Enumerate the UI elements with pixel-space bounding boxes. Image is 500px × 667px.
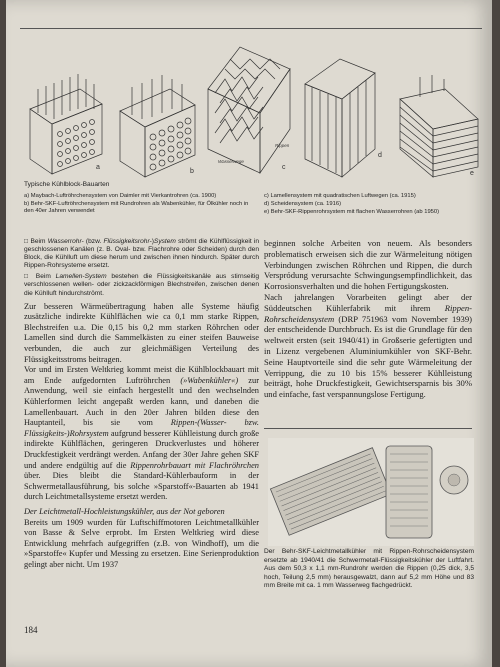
book-page: [6, 0, 492, 667]
drawing-c: [208, 47, 290, 173]
caption-item-b: b) Behr-SKF-Luftröhrchensystem mit Rundrohren als Wabenkühler, für Ölkühler noch in den 40er Jahren verwendet: [24, 200, 249, 214]
drawing-b: [120, 75, 195, 177]
paragraph-problems: beginnen solche Arbeiten von neuem. Als besonders problematisch erweisen sich die zur Wärmeleitung nötigen Verbindungen zwischen Röhrchen und Rippen, die durch Verspródung verursachte Schwingungsempfindlichkeit, das Korrosionsverhalten und die hohen Fertigungskosten.: [264, 238, 472, 292]
label-a: a: [96, 164, 100, 171]
label-d: d: [378, 152, 382, 159]
left-text-column: [24, 238, 259, 571]
note-wasserrohr-system: □ Beim Wasserrohr- (bzw. Flüssigkeitsrohr-)System strömt die Kühlflüssigkeit in geschlossenen Kanälen (z. B. Oval- bzw. Flachrohre oder Scheiden) durch den Block, die Kühlluft um diese herum und zwischen ihnen hindurch. Später durch Rippen-Rohrsysteme ersetzt.: [24, 238, 259, 270]
paragraph-leichtmetall: Bereits um 1909 wurden für Luftschiffmotoren Leichtmetallkühler von Basse & Selve erprobt. Im Ersten Weltkrieg wird diese Entwicklung mehrfach aufgegriffen (z.B. von Windhoff), um die »Sparstoffe« Kupfer und Messing zu ersetzen. Eine Serienproduktion gelingt aber nicht. Um 1937: [24, 517, 259, 569]
radiator-drawings-svg: [20, 29, 482, 179]
figure-caption-title: Typische Kühlblock-Bauarten: [24, 181, 110, 188]
caption-list-right: [264, 193, 474, 216]
right-text-column: [264, 238, 472, 400]
label-b: b: [190, 168, 194, 175]
annotation-wasserwege: Wasserwege: [218, 159, 244, 164]
caption-item-c: c) Lamellensystem mit quadratischen Luftwegen (ca. 1915): [264, 193, 416, 199]
annotation-rippen: Rippen: [275, 143, 290, 148]
drawing-d: [305, 59, 382, 177]
drawing-a: [30, 74, 102, 174]
paragraph-world-war-history: Vor und im Ersten Weltkrieg kommt meist die Kühlblockbauart mit am Ende aufgedornten Luftröhrchen (»Wabenkühler«) zur Anwendung, weil sie einfach hergestellt und den wechselnden Kühlerformen leicht angepaßt werden kann, und daneben die Lamellenbauart. Auch in den 20er Jahren bilden diese den Hauptanteil, bis sie vom Rippen-(Wasser- bzw. Flüssigkeits-)Rohrsystem aufgrund besserer Kühlleistung durch große indirekte Kühlflächen, geringeren Druckverlustes und höherer Druckfestigkeit verdrängt werden. Anfang der 30er Jahre gehen SKF und andere endgültig auf die Rippenrohrbauart mit Flachröhrchen über. Dies bleibt die Standard-Kühlerbauform in der Schwermetallausführung, bis solche »Sparstoff«-Bauarten ab 1941 durch Leichtmetallsysteme ersetzt werden.: [24, 365, 259, 502]
radiator-photo: [268, 438, 474, 546]
paragraph-breakthrough: Nach jahrelangen Vorarbeiten gelingt aber der Süddeutschen Kühlerfabrik mit ihrem Rippen-Rohrscheidensystem (DRP 751963 vom November 1939) der entscheidende Durchbruch. Es ist die Grundlage für den weltweit ersten (seit 1940/41) in Großserie gefertigten und in Lizenz vergebenen Aluminiumkühler von SKF-Behr. Seine Hauptvorteile sind die sehr gute Wärmeleitung der Verrippung, die zu 10 bis 15% besserer Kühlleistung beiträgt, hohe Druckfestigkeit, Gewichtsersparnis bis 30% und einfache, fast verspannungslose Fertigung.: [264, 291, 472, 400]
photo-caption: Der Behr-SKF-Leichtmetallkühler mit Rippen-Rohrscheidensystem ersetzte ab 1940/41 die Schwermetall-Flüssigkeitskühler der Luftfahrt. Aus dem 50,3 x 1,1 mm-Rundrohr werden die Rippen (0,25 dick, 3,5 hoch, Teilung 2,5 mm) herausgewalzt, dann auf 5,2 mm Höhe und 83 mm Breite mit ca. 1 mm Wasserweg flachgedrückt.: [264, 548, 474, 589]
caption-item-e: e) Behr-SKF-Rippenrohrsystem mit flachen Wasserrohren (ab 1950): [264, 208, 440, 215]
label-c: c: [282, 164, 286, 171]
note-lamellen-system: □ Beim Lamellen-System bestehen die Flüssigkeitskanäle aus stirnseitig verschlossenen wellen- oder zickzackförmigen Blechstreifen, zwischen denen die Kühlluft hindurchströmt.: [24, 273, 259, 297]
drawing-e: [400, 75, 478, 177]
caption-item-d: d) Scheidensystem (ca. 1916): [264, 200, 342, 207]
radiator-photo-svg: [268, 438, 474, 546]
section-heading-leichtmetall: Der Leichtmetall-Hochleistungskühler, aus der Not geboren: [24, 506, 225, 516]
radiator-block-illustrations: [20, 28, 482, 179]
caption-item-a: a) Maybach-Luftröhrchensystem von Daimler mit Vierkantrohren (ca. 1900): [24, 193, 217, 199]
label-e: e: [470, 170, 474, 177]
photo-divider-rule: [264, 428, 472, 429]
paragraph-heat-transfer: Zur besseren Wärmeübertragung haben alle Systeme häufig zusätzliche indirekte Kühlflächen wie ca 0,1 mm starke Rippen, Blechstreifen u.a. Die 0,15 bis 0,2 mm starken Röhrchen oder Lamellen sind durch die Sammelkästen zu einer steifen Bauweise verbunden, die auch zur gleichmäßigen Verteilung des Flüssigkeitsstroms beitragen.: [24, 301, 259, 364]
page-number: 184: [24, 625, 38, 635]
caption-list-left: [24, 193, 256, 216]
